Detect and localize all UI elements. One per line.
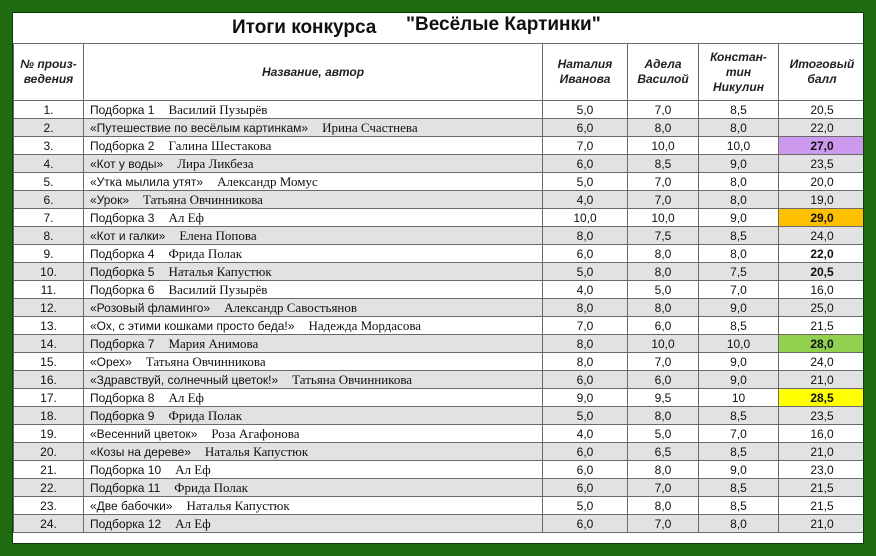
row-number: 11. [14, 281, 84, 299]
total-score: 22,0 [779, 119, 865, 137]
author-name: Василий Пузырёв [168, 281, 268, 297]
author-name: Василий Пузырёв [168, 101, 268, 117]
row-number: 15. [14, 353, 84, 371]
score-judge-3: 8,5 [699, 443, 779, 461]
header-total: Итоговый балл [779, 44, 865, 101]
work-title: Подборка 6 [90, 282, 155, 297]
work-cell [84, 299, 543, 317]
work-cell [84, 425, 543, 443]
work-title: «Козы на дереве» [90, 444, 191, 459]
row-number: 4. [14, 155, 84, 173]
contest-name: "Весёлые Картинки" [406, 14, 601, 35]
work-title: Подборка 2 [90, 138, 155, 153]
table-row [14, 281, 865, 299]
table-row [14, 263, 865, 281]
table-row [14, 119, 865, 137]
table-row [14, 389, 865, 407]
score-judge-2: 10,0 [628, 335, 699, 353]
row-number: 6. [14, 191, 84, 209]
total-score: 29,0 [779, 209, 865, 227]
row-number: 2. [14, 119, 84, 137]
score-judge-3: 8,5 [699, 101, 779, 119]
work-title: «Утка мылила утят» [90, 174, 204, 189]
total-score: 16,0 [779, 281, 865, 299]
total-score: 27,0 [779, 137, 865, 155]
author-name: Галина Шестакова [168, 137, 272, 153]
work-cell [84, 371, 543, 389]
work-title: «Кот и галки» [90, 228, 166, 243]
table-row [14, 479, 865, 497]
score-judge-2: 5,0 [628, 425, 699, 443]
total-score: 20,5 [779, 101, 865, 119]
author-name: Татьяна Овчинникова [292, 371, 413, 387]
total-score: 20,5 [779, 263, 865, 281]
work-title: Подборка 10 [90, 462, 162, 477]
score-judge-2: 5,0 [628, 281, 699, 299]
total-score: 28,5 [779, 389, 865, 407]
author-name: Наталья Капустюк [168, 263, 272, 279]
score-judge-2: 6,5 [628, 443, 699, 461]
table-row [14, 209, 865, 227]
score-judge-2: 8,0 [628, 245, 699, 263]
total-score: 23,5 [779, 155, 865, 173]
total-score: 24,0 [779, 353, 865, 371]
table-row [14, 317, 865, 335]
author-name: Лира Ликбеза [177, 155, 254, 171]
score-judge-3: 9,0 [699, 155, 779, 173]
work-title: «Розовый фламинго» [90, 300, 211, 315]
score-judge-3: 8,0 [699, 119, 779, 137]
score-judge-1: 5,0 [543, 407, 628, 425]
score-judge-1: 4,0 [543, 281, 628, 299]
total-score: 23,0 [779, 461, 865, 479]
table-row [14, 335, 865, 353]
row-number: 5. [14, 173, 84, 191]
work-cell [84, 317, 543, 335]
score-judge-1: 8,0 [543, 335, 628, 353]
row-number: 21. [14, 461, 84, 479]
work-cell [84, 173, 543, 191]
work-title: Подборка 8 [90, 390, 155, 405]
score-judge-2: 8,0 [628, 119, 699, 137]
row-number: 8. [14, 227, 84, 245]
total-score: 21,5 [779, 479, 865, 497]
title-row [13, 13, 864, 44]
total-score: 24,0 [779, 227, 865, 245]
work-cell [84, 443, 543, 461]
score-judge-1: 6,0 [543, 371, 628, 389]
results-sheet [12, 12, 864, 544]
table-row [14, 137, 865, 155]
score-judge-2: 8,0 [628, 407, 699, 425]
table-row [14, 497, 865, 515]
work-cell [84, 479, 543, 497]
score-judge-3: 9,0 [699, 461, 779, 479]
work-title: Подборка 5 [90, 264, 155, 279]
author-name: Александр Момус [217, 173, 318, 189]
total-score: 20,0 [779, 173, 865, 191]
score-judge-2: 7,0 [628, 515, 699, 533]
score-judge-1: 6,0 [543, 245, 628, 263]
header-title: Название, автор [84, 44, 543, 101]
table-row [14, 407, 865, 425]
author-name: Мария Анимова [168, 335, 259, 351]
author-name: Роза Агафонова [211, 425, 300, 441]
work-cell [84, 461, 543, 479]
work-title: Подборка 4 [90, 246, 155, 261]
total-score: 21,5 [779, 317, 865, 335]
total-score: 21,0 [779, 371, 865, 389]
author-name: Фрида Полак [168, 245, 243, 261]
work-cell [84, 335, 543, 353]
work-title: Подборка 11 [90, 480, 161, 495]
row-number: 19. [14, 425, 84, 443]
score-judge-2: 8,5 [628, 155, 699, 173]
score-judge-2: 7,5 [628, 227, 699, 245]
total-score: 25,0 [779, 299, 865, 317]
score-judge-2: 6,0 [628, 317, 699, 335]
total-score: 28,0 [779, 335, 865, 353]
total-score: 21,5 [779, 497, 865, 515]
row-number: 20. [14, 443, 84, 461]
work-cell [84, 515, 543, 533]
work-cell [84, 227, 543, 245]
table-row [14, 155, 865, 173]
score-judge-3: 8,0 [699, 173, 779, 191]
row-number: 14. [14, 335, 84, 353]
work-cell [84, 353, 543, 371]
work-title: Подборка 3 [90, 210, 155, 225]
work-title: Подборка 9 [90, 408, 155, 423]
row-number: 16. [14, 371, 84, 389]
score-judge-3: 8,5 [699, 407, 779, 425]
work-title: «Путешествие по весёлым картинкам» [90, 120, 309, 135]
work-cell [84, 389, 543, 407]
score-judge-1: 4,0 [543, 191, 628, 209]
row-number: 22. [14, 479, 84, 497]
row-number: 18. [14, 407, 84, 425]
row-number: 17. [14, 389, 84, 407]
work-cell [84, 101, 543, 119]
row-number: 3. [14, 137, 84, 155]
work-cell [84, 407, 543, 425]
score-judge-3: 10 [699, 389, 779, 407]
author-name: Фрида Полак [168, 407, 243, 423]
table-row [14, 461, 865, 479]
score-judge-3: 8,0 [699, 515, 779, 533]
score-judge-2: 7,0 [628, 353, 699, 371]
total-score: 21,0 [779, 443, 865, 461]
header-judge-3: Констан-тин Никулин [699, 44, 779, 101]
header-num: № произ-ведения [14, 44, 84, 101]
author-name: Александр Савостьянов [224, 299, 358, 315]
author-name: Ал Еф [175, 515, 211, 531]
score-judge-1: 6,0 [543, 515, 628, 533]
work-cell [84, 281, 543, 299]
table-row [14, 101, 865, 119]
table-row [14, 443, 865, 461]
score-judge-2: 7,0 [628, 479, 699, 497]
work-cell [84, 119, 543, 137]
table-row [14, 191, 865, 209]
score-judge-1: 6,0 [543, 119, 628, 137]
table-row [14, 515, 865, 533]
work-cell [84, 245, 543, 263]
score-judge-2: 7,0 [628, 101, 699, 119]
score-judge-1: 4,0 [543, 425, 628, 443]
author-name: Ал Еф [175, 461, 211, 477]
table-row [14, 371, 865, 389]
work-title: «Здравствуй, солнечный цветок!» [90, 372, 279, 387]
score-judge-3: 9,0 [699, 209, 779, 227]
score-judge-1: 5,0 [543, 263, 628, 281]
score-judge-1: 6,0 [543, 155, 628, 173]
score-judge-2: 8,0 [628, 263, 699, 281]
score-judge-1: 10,0 [543, 209, 628, 227]
score-judge-1: 5,0 [543, 497, 628, 515]
row-number: 9. [14, 245, 84, 263]
total-score: 22,0 [779, 245, 865, 263]
total-score: 16,0 [779, 425, 865, 443]
work-title: «Две бабочки» [90, 498, 173, 513]
score-judge-3: 8,5 [699, 497, 779, 515]
score-judge-1: 6,0 [543, 443, 628, 461]
score-judge-3: 8,0 [699, 191, 779, 209]
work-cell [84, 137, 543, 155]
score-judge-2: 8,0 [628, 497, 699, 515]
table-row [14, 425, 865, 443]
author-name: Фрида Полак [174, 479, 248, 495]
results-table [13, 43, 864, 533]
score-judge-1: 8,0 [543, 353, 628, 371]
score-judge-3: 8,5 [699, 317, 779, 335]
author-name: Наталья Капустюк [186, 497, 290, 513]
row-number: 12. [14, 299, 84, 317]
author-name: Ал Еф [168, 209, 204, 225]
score-judge-3: 7,5 [699, 263, 779, 281]
score-judge-2: 9,5 [628, 389, 699, 407]
header-row [14, 44, 865, 101]
row-number: 24. [14, 515, 84, 533]
author-name: Наталья Капустюк [204, 443, 309, 459]
work-title: Подборка 1 [90, 102, 155, 117]
table-row [14, 299, 865, 317]
score-judge-1: 5,0 [543, 173, 628, 191]
work-title: «Орех» [90, 354, 132, 369]
author-name: Татьяна Овчинникова [145, 353, 266, 369]
score-judge-2: 10,0 [628, 209, 699, 227]
score-judge-2: 8,0 [628, 461, 699, 479]
work-title: «Урок» [90, 192, 130, 207]
work-title: Подборка 12 [90, 516, 162, 531]
score-judge-1: 7,0 [543, 317, 628, 335]
work-cell [84, 155, 543, 173]
score-judge-1: 6,0 [543, 461, 628, 479]
work-cell [84, 209, 543, 227]
work-cell [84, 497, 543, 515]
score-judge-3: 10,0 [699, 335, 779, 353]
score-judge-3: 9,0 [699, 371, 779, 389]
work-title: «Весенний цветок» [90, 426, 198, 441]
score-judge-3: 8,0 [699, 245, 779, 263]
score-judge-2: 8,0 [628, 299, 699, 317]
table-row [14, 173, 865, 191]
score-judge-2: 10,0 [628, 137, 699, 155]
score-judge-3: 7,0 [699, 281, 779, 299]
row-number: 7. [14, 209, 84, 227]
score-judge-3: 8,5 [699, 479, 779, 497]
score-judge-3: 10,0 [699, 137, 779, 155]
work-title: Подборка 7 [90, 336, 155, 351]
score-judge-3: 9,0 [699, 353, 779, 371]
score-judge-1: 8,0 [543, 299, 628, 317]
work-cell [84, 263, 543, 281]
score-judge-1: 8,0 [543, 227, 628, 245]
work-title: «Кот у воды» [90, 156, 164, 171]
score-judge-3: 8,5 [699, 227, 779, 245]
score-judge-1: 7,0 [543, 137, 628, 155]
table-row [14, 245, 865, 263]
row-number: 1. [14, 101, 84, 119]
row-number: 13. [14, 317, 84, 335]
score-judge-2: 7,0 [628, 191, 699, 209]
header-judge-2: Адела Василой [628, 44, 699, 101]
author-name: Надежда Мордасова [308, 317, 422, 333]
row-number: 10. [14, 263, 84, 281]
author-name: Ал Еф [168, 389, 204, 405]
score-judge-3: 9,0 [699, 299, 779, 317]
author-name: Елена Попова [179, 227, 257, 243]
header-judge-1: Наталия Иванова [543, 44, 628, 101]
author-name: Ирина Счастнева [322, 119, 418, 135]
row-number: 23. [14, 497, 84, 515]
score-judge-3: 7,0 [699, 425, 779, 443]
work-cell [84, 191, 543, 209]
total-score: 23,5 [779, 407, 865, 425]
work-title: «Ох, с этими кошками просто беда!» [90, 318, 295, 333]
score-judge-2: 6,0 [628, 371, 699, 389]
page-title: Итоги конкурса [232, 17, 377, 38]
author-name: Татьяна Овчинникова [143, 191, 263, 207]
table-row [14, 227, 865, 245]
score-judge-1: 9,0 [543, 389, 628, 407]
score-judge-2: 7,0 [628, 173, 699, 191]
table-row [14, 353, 865, 371]
score-judge-1: 6,0 [543, 479, 628, 497]
total-score: 19,0 [779, 191, 865, 209]
score-judge-1: 5,0 [543, 101, 628, 119]
results-body [14, 101, 865, 533]
total-score: 21,0 [779, 515, 865, 533]
